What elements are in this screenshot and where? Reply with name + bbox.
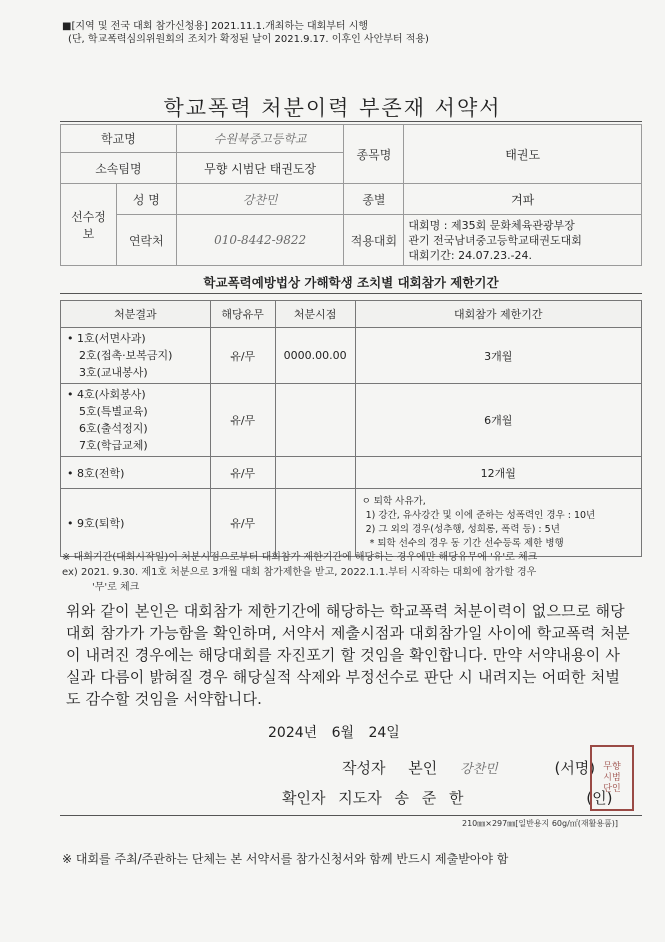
row2-result-line3: 6호(출석정지) bbox=[79, 422, 148, 435]
info-row-school bbox=[61, 125, 642, 153]
header-limit: 대회참가 제한기간 bbox=[355, 301, 641, 328]
row2-result bbox=[61, 384, 211, 457]
row1-result-line3: 3호(교내봉사) bbox=[79, 366, 148, 379]
writer-mark: (서명) bbox=[554, 759, 596, 777]
writer-signature: 강찬민 bbox=[460, 762, 498, 777]
stamp-line1: 무향 bbox=[603, 761, 621, 772]
contact-value: 010-8442-9822 bbox=[176, 215, 344, 266]
confirmer-mark: (인) bbox=[586, 789, 613, 807]
row1-result-line1: • 1호(서면사과) bbox=[67, 332, 146, 345]
row2-result-line4: 7호(학급교체) bbox=[79, 439, 148, 452]
applied-label: 적용대회 bbox=[344, 215, 404, 266]
bottom-divider bbox=[60, 815, 642, 816]
pledge-date: 2024년 6월 24일 bbox=[268, 725, 400, 741]
row1-result-line2: 2호(접촉·보복금지) bbox=[79, 349, 173, 362]
info-row-name bbox=[61, 184, 642, 215]
row4-limit bbox=[355, 489, 641, 557]
row2-result-line2: 5호(특별교육) bbox=[79, 405, 148, 418]
sport-value: 태권도 bbox=[404, 125, 642, 184]
info-row-contact bbox=[61, 215, 642, 266]
top-note-line2: (단, 학교폭력심의위원회의 조치가 확정된 날이 2021.9.17. 이후인 사안부터 적용) bbox=[68, 34, 429, 45]
row4-limit-line2: 1) 강간, 유사강간 및 이에 준하는 성폭력인 경우 : 10년 bbox=[365, 509, 596, 521]
row3-limit: 12개월 bbox=[355, 457, 641, 489]
paper-spec: 210㎜×297㎜[일반용지 60g/㎡(재활용품)] bbox=[462, 819, 619, 828]
contact-label: 연락처 bbox=[116, 215, 176, 266]
name-label: 성 명 bbox=[116, 184, 176, 215]
applied-value bbox=[404, 215, 642, 266]
row2-limit: 6개월 bbox=[355, 384, 641, 457]
row3-date bbox=[275, 457, 355, 489]
footnote-bottom: ※ 대회를 주최/주관하는 단체는 본 서약서를 참가신청서와 함께 반드시 제출받아야 함 bbox=[62, 852, 509, 866]
row3-result: • 8호(전학) bbox=[61, 457, 211, 489]
header-yn: 해당유무 bbox=[210, 301, 275, 328]
row4-date bbox=[275, 489, 355, 557]
header-result: 처분결과 bbox=[61, 301, 211, 328]
section-title: 학교폭력예방법상 가해학생 조치별 대회참가 제한기간 bbox=[203, 275, 499, 290]
row2-yn bbox=[210, 384, 275, 457]
info-table bbox=[60, 124, 642, 266]
school-label: 학교명 bbox=[61, 125, 177, 153]
top-note-line1: ■[지역 및 전국 대회 참가신청용] 2021.11.1.개최하는 대회부터 시행 bbox=[62, 21, 369, 32]
applied-value-line3: 대회기간: 24.07.23.-24. bbox=[408, 248, 533, 262]
pledge-body: 위와 같이 본인은 대회참가 제한기간에 해당하는 학교폭력 처분이력이 없으므로 해당 대회 참가가 가능함을 확인하며, 서약서 제출시점과 대회참가일 사이에 학교폭력 처분이 내려진 경우에는 해당대회를 자진포기 할 것임을 확인합니다. 만약 서약내용이 사실과 다름이 밝혀질 경우 해당실적 삭제와 부정선수로 판단 시 내려지는 어떠한 처벌도 감수할 것임을 서약합니다. bbox=[66, 602, 630, 708]
header-date: 처분시점 bbox=[275, 301, 355, 328]
disposition-row-4 bbox=[61, 489, 642, 557]
footnote-block bbox=[62, 550, 647, 595]
document-title: 학교폭력 처분이력 부존재 서약서 bbox=[163, 96, 502, 120]
row3-yn-text: 유/무 bbox=[230, 466, 256, 480]
team-label: 소속팀명 bbox=[61, 153, 177, 184]
section-divider bbox=[60, 293, 642, 294]
row4-limit-line1: ㅇ 퇴학 사유가, bbox=[361, 495, 426, 507]
disposition-row-3 bbox=[61, 457, 642, 489]
row3-yn bbox=[210, 457, 275, 489]
top-note bbox=[62, 20, 429, 46]
row4-yn-text: 유/무 bbox=[230, 516, 256, 530]
team-value: 무향 시범단 태권도장 bbox=[176, 153, 344, 184]
row1-result bbox=[61, 328, 211, 384]
row4-limit-line3: 2) 그 외의 경우(성추행, 성희롱, 폭력 등) : 5년 bbox=[365, 523, 560, 535]
disposition-row-1 bbox=[61, 328, 642, 384]
confirmer-label: 확인자 지도자 송 준 한 bbox=[282, 789, 464, 807]
event-label: 종별 bbox=[344, 184, 404, 215]
disposition-row-2 bbox=[61, 384, 642, 457]
footnote-3: '무'로 체크 bbox=[92, 582, 140, 593]
row4-result: • 9호(퇴학) bbox=[61, 489, 211, 557]
row1-yn bbox=[210, 328, 275, 384]
row4-yn bbox=[210, 489, 275, 557]
row4-limit-line4: * 퇴학 선수의 경우 동 기간 선수등록 제한 병행 bbox=[369, 537, 564, 549]
disposition-header-row bbox=[61, 301, 642, 328]
name-value: 강찬민 bbox=[176, 184, 344, 215]
applied-value-line1: 대회명 : 제35회 문화체육관광부장 bbox=[408, 218, 575, 232]
row2-yn-text: 유/무 bbox=[230, 414, 256, 427]
stamp-line3: 단인 bbox=[603, 783, 621, 794]
row1-date: 0000.00.00 bbox=[275, 328, 355, 384]
sport-label: 종목명 bbox=[344, 125, 404, 184]
row1-yn-text: 유/무 bbox=[230, 349, 256, 363]
footnote-1: ※ 대회기간(대회시작일)이 처분시점으로부터 대회참가 제한기간에 해당하는 경우에만 해당유무에 '유'로 체크 bbox=[62, 552, 538, 563]
disposition-table bbox=[60, 300, 642, 557]
writer-line bbox=[342, 757, 595, 778]
row2-result-line1: • 4호(사회봉사) bbox=[67, 388, 146, 401]
official-seal-stamp bbox=[590, 745, 634, 811]
title-divider bbox=[60, 121, 642, 122]
footnote-2: ex) 2021. 9.30. 제1호 처분으로 3개월 대회 참가제한을 받고, 2022.1.1.부터 시작하는 대회에 참가할 경우 bbox=[62, 567, 537, 578]
school-value: 수원북중고등학교 bbox=[176, 125, 344, 153]
applied-value-line2: 관기 전국남녀중고등학교태권도대회 bbox=[408, 233, 582, 247]
stamp-line2: 시범 bbox=[603, 772, 621, 783]
confirmer-line bbox=[282, 787, 612, 808]
event-value: 겨파 bbox=[404, 184, 642, 215]
row1-limit: 3개월 bbox=[355, 328, 641, 384]
writer-label: 작성자 본인 bbox=[342, 759, 438, 777]
row2-date bbox=[275, 384, 355, 457]
player-label: 선수정보 bbox=[61, 184, 117, 266]
